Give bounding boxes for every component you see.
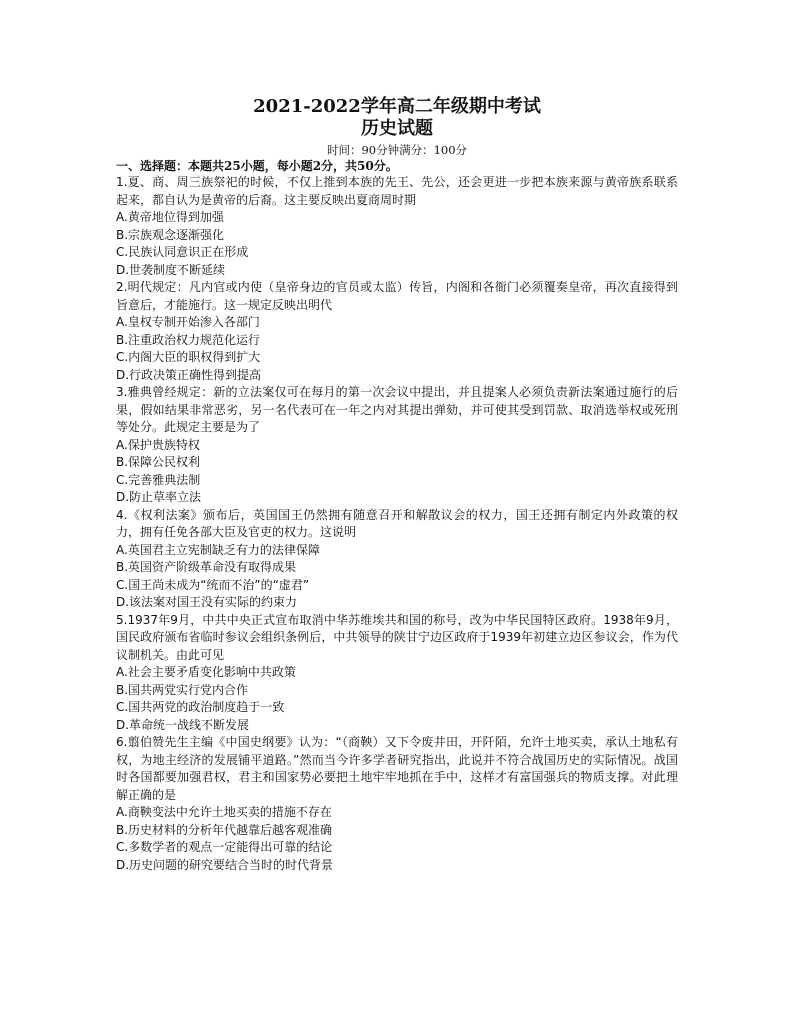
question-stem: 2.明代规定：凡内官或内使（皇帝身边的官员或太监）传旨，内阁和各衙门必须覆奏皇帝，再次直接得到旨意后，才能施行。这一规定反映出明代 [116, 280, 678, 312]
option-c: C.内阁大臣的职权得到扩大 [116, 350, 261, 364]
option-d: D.历史问题的研究要结合当时的时代背景 [116, 857, 334, 872]
option-d: D.革命统一战线不断发展 [116, 717, 250, 732]
exam-page [116, 96, 678, 874]
question-5 [116, 612, 678, 735]
exam-subtitle: 历史试题 [361, 118, 433, 139]
option-a: A.黄帝地位得到加强 [116, 210, 224, 224]
question-3 [116, 384, 678, 507]
option-b: B.注重政治权力规范化运行 [116, 332, 261, 347]
exam-title: 2021-2022学年高二年级期中考试 [253, 96, 541, 117]
option-c: C.完善雅典法制 [116, 472, 201, 487]
option-d: D.行政决策正确性得到提高 [116, 367, 262, 382]
question-stem: 3.雅典曾经规定：新的立法案仅可在每月的第一次会议中提出，并且提案人必须负责新法案通过施行的后果，假如结果非常恶劣，另一名代表可在一年之内对其提出弹劾，并可使其受到罚款、取消选举权或死刑等处分。此规定主要是为了 [116, 385, 678, 434]
option-b: B.保障公民权利 [116, 455, 201, 469]
option-a: A.商鞅变法中允许土地买卖的措施不存在 [116, 805, 332, 819]
exam-time-score: 时间：90分钟满分：100分 [326, 143, 468, 157]
option-c: C.民族认同意识正在形成 [116, 245, 249, 259]
question-2 [116, 279, 678, 384]
option-d: D.防止草率立法 [116, 490, 202, 504]
question-6 [116, 734, 678, 874]
option-b: B.历史材料的分析年代越靠后越客观准确 [116, 822, 333, 837]
option-b: B.英国资产阶级革命没有取得成果 [116, 560, 297, 574]
question-4 [116, 507, 678, 612]
option-b: B.宗族观念逐渐强化 [116, 227, 225, 242]
option-c: C.国王尚未成为“统而不治”的“虚君” [116, 577, 310, 592]
question-stem: 6.翦伯赞先生主编《中国史纲要》认为：“（商鞅）又下令废井田，开阡陌，允许土地买卖，承认土地私有权，为地主经济的发展铺平道路。”然而当今许多学者研究指出，此说并不符合战国历史的实际情况。战国时各国都要加强君权，君主和国家势必要把土地牢牢地抓在手中，这样才有富国强兵的物质支撑。对此理解正确的是 [116, 735, 678, 802]
option-c: C.国共两党的政治制度趋于一致 [116, 700, 285, 714]
question-1 [116, 174, 678, 279]
option-d: D.世袭制度不断延续 [116, 262, 226, 277]
option-b: B.国共两党实行党内合作 [116, 682, 249, 697]
option-a: A.皇权专制开始渗入各部门 [116, 315, 260, 329]
option-a: A.保护贵族特权 [116, 437, 200, 452]
section-heading: 一、选择题：本题共25小题，每小题2分，共50分。 [116, 159, 398, 173]
option-a: A.社会主要矛盾变化影响中共政策 [116, 665, 296, 679]
option-c: C.多数学者的观点一定能得出可靠的结论 [116, 840, 333, 854]
option-d: D.该法案对国王没有实际的约束力 [116, 595, 298, 609]
question-stem: 5.1937年9月，中共中央正式宣布取消中华苏维埃共和国的称号，改为中华民国特区政府。1938年9月，国民政府颁布省临时参议会组织条例后，中共领导的陕甘宁边区政府于1939年初建立边区参议会，作为代议制机关。由此可见 [116, 612, 678, 662]
option-a: A.英国君主立宪制缺乏有力的法律保障 [116, 542, 320, 557]
question-stem: 4.《权利法案》颁布后，英国国王仍然拥有随意召开和解散议会的权力，国王还拥有制定内外政策的权力，拥有任免各部大臣及官吏的权力。这说明 [116, 507, 678, 539]
question-stem: 1.夏、商、周三族祭祀的时候，不仅上推到本族的先王、先公，还会更进一步把本族来源与黄帝族系联系起来，都自认为是黄帝的后裔。这主要反映出夏商周时期 [116, 175, 678, 207]
